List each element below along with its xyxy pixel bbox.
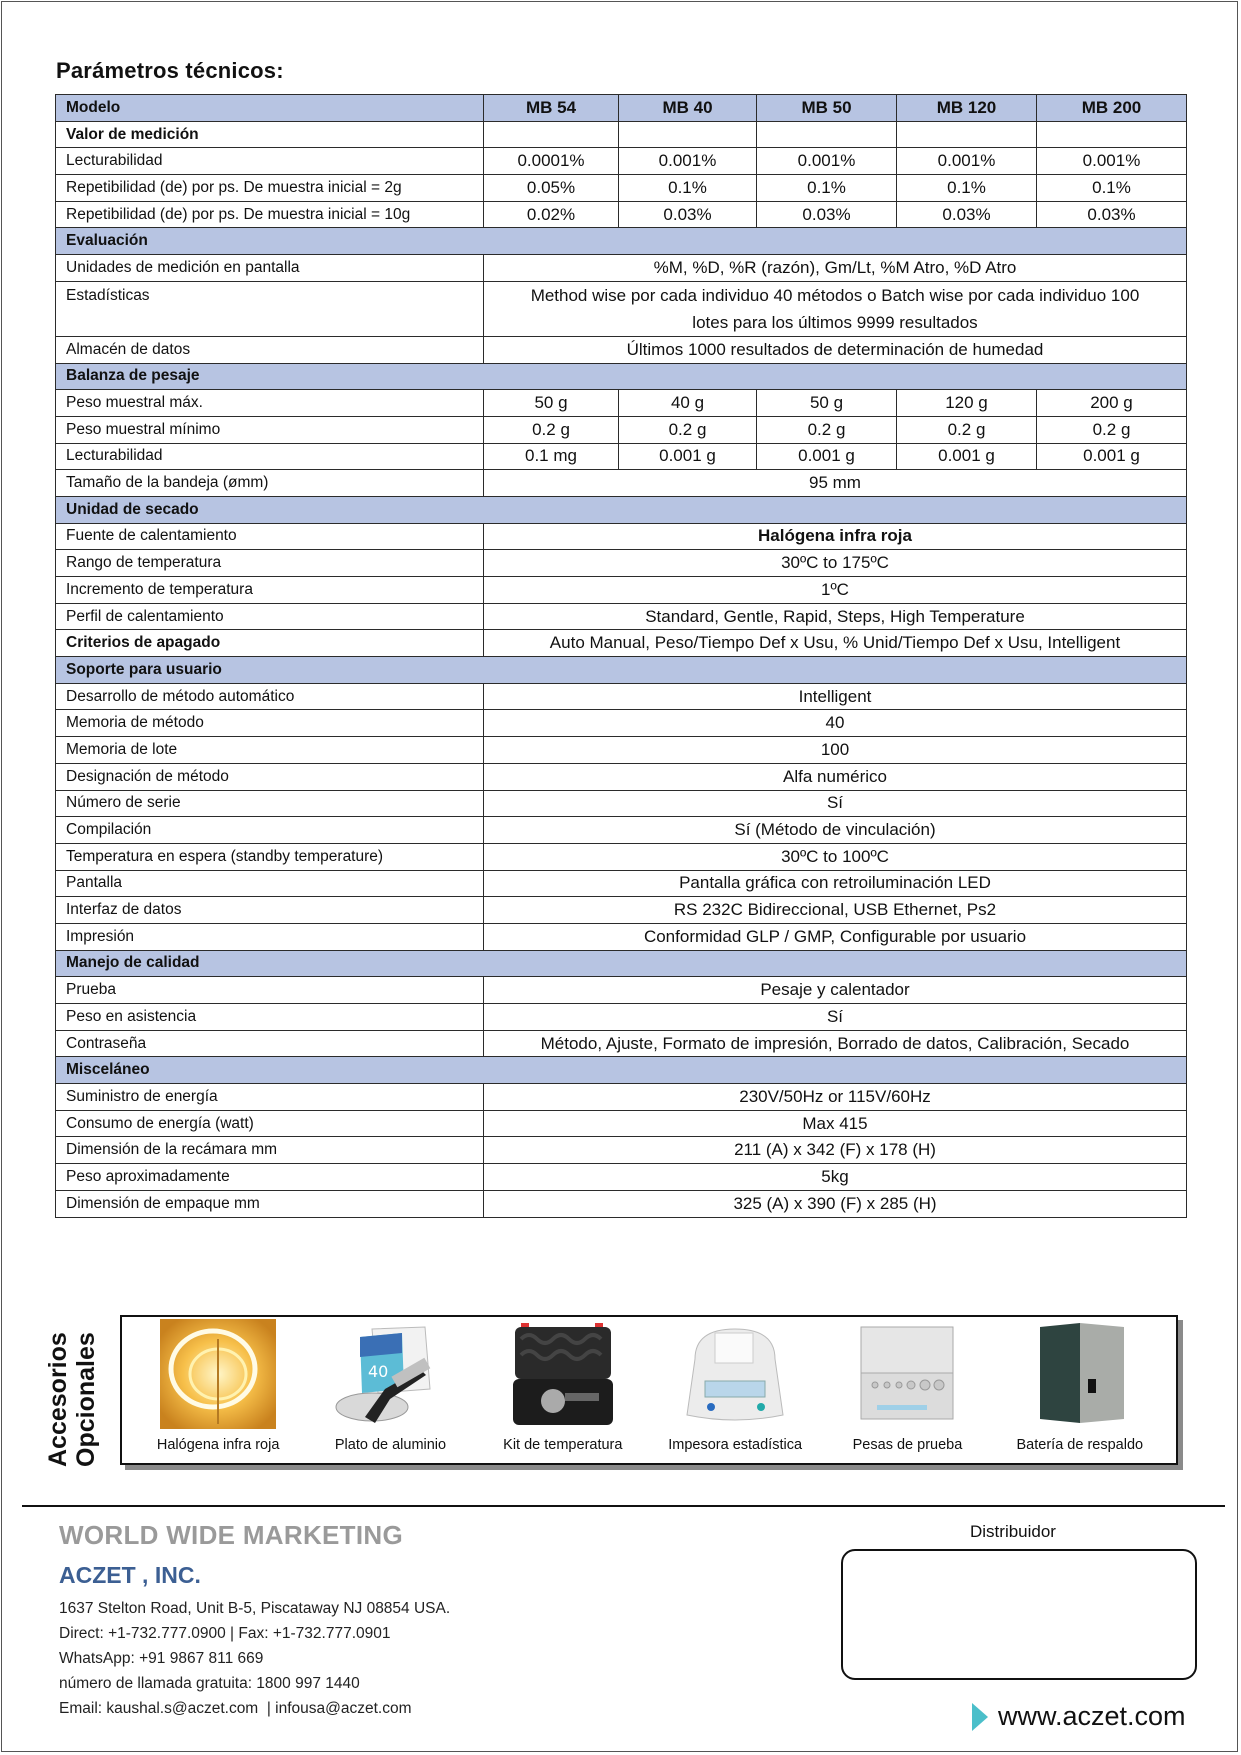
model-header: MB 50 <box>757 95 897 122</box>
row-label: Impresión <box>56 923 484 950</box>
accessory-caption: Kit de temperatura <box>503 1437 623 1453</box>
distributor-label: Distribuidor <box>970 1522 1056 1541</box>
row-label: Temperatura en espera (standby temperature) <box>56 843 484 870</box>
section-row <box>56 1057 1187 1084</box>
spanned-value: 100 <box>484 737 1187 764</box>
table-row <box>56 1004 1187 1031</box>
table-row <box>56 281 1187 336</box>
section-title: Misceláneo <box>56 1057 1187 1084</box>
row-label: Fuente de calentamiento <box>56 523 484 550</box>
section-row <box>56 950 1187 977</box>
spanned-value: 325 (A) x 390 (F) x 285 (H) <box>484 1190 1187 1217</box>
table-row <box>56 737 1187 764</box>
row-label: Prueba <box>56 977 484 1004</box>
spanned-value: 30ºC to 175ºC <box>484 550 1187 577</box>
section-row <box>56 228 1187 255</box>
table-row <box>56 1137 1187 1164</box>
accessories-heading-line2: Opcionales <box>72 1332 100 1467</box>
row-label: Perfil de calentamiento <box>56 603 484 630</box>
spanned-value: 40 <box>484 710 1187 737</box>
table-row <box>56 1164 1187 1191</box>
accessory-caption: Plato de aluminio <box>334 1437 447 1453</box>
spanned-value: Sí (Método de vinculación) <box>484 817 1187 844</box>
row-label: Dimensión de empaque mm <box>56 1190 484 1217</box>
spanned-value: Method wise por cada individuo 40 métodos o Batch wise por cada individuo 100 lotes para los últimos 9999 resultados <box>484 281 1187 336</box>
row-label: Estadísticas <box>56 281 484 336</box>
website-url[interactable]: www.aczet.com <box>998 1701 1186 1731</box>
table-row <box>56 683 1187 710</box>
row-label: Tamaño de la bandeja (ømm) <box>56 470 484 497</box>
play-arrow-icon <box>972 1703 988 1731</box>
model-value: 0.1 mg <box>484 443 619 470</box>
website-link[interactable] <box>972 1701 1186 1732</box>
row-label: Repetibilidad (de) por ps. De muestra inicial = 10g <box>56 201 484 228</box>
row-label: Consumo de energía (watt) <box>56 1110 484 1137</box>
page-title: Parámetros técnicos: <box>56 58 284 83</box>
row-label: Peso muestral mínimo <box>56 416 484 443</box>
model-header: MB 120 <box>897 95 1037 122</box>
svg-text:40: 40 <box>368 1362 389 1381</box>
row-label: Dimensión de la recámara mm <box>56 1137 484 1164</box>
printer-image <box>675 1319 795 1429</box>
whatsapp: WhatsApp: +91 9867 811 669 <box>59 1650 264 1667</box>
footer-tagline: WORLD WIDE MARKETING <box>59 1520 403 1550</box>
spanned-value: Sí <box>484 790 1187 817</box>
table-row <box>56 336 1187 363</box>
section-row <box>56 121 1187 148</box>
model-value: 0.03% <box>1037 201 1187 228</box>
row-label: Número de serie <box>56 790 484 817</box>
table-row <box>56 201 1187 228</box>
table-row <box>56 443 1187 470</box>
row-label: Peso en asistencia <box>56 1004 484 1031</box>
model-header: MB 200 <box>1037 95 1187 122</box>
phone-fax: Direct: +1-732.777.0900 | Fax: +1-732.777.0901 <box>59 1625 391 1642</box>
empty-cell <box>1037 121 1187 148</box>
empty-cell <box>897 121 1037 148</box>
table-row <box>56 603 1187 630</box>
table-row <box>56 1110 1187 1137</box>
accessory-item <box>653 1319 818 1453</box>
section-title: Soporte para usuario <box>56 657 1187 684</box>
backup-battery-image <box>1020 1319 1140 1429</box>
model-value: 0.2 g <box>484 416 619 443</box>
table-row <box>56 255 1187 282</box>
section-row <box>56 363 1187 390</box>
table-row <box>56 1190 1187 1217</box>
model-value: 0.03% <box>619 201 757 228</box>
section-title: Valor de medición <box>56 121 484 148</box>
address: 1637 Stelton Road, Unit B-5, Piscataway NJ 08854 USA. <box>59 1600 451 1617</box>
model-value: 0.02% <box>484 201 619 228</box>
spanned-value: Standard, Gentle, Rapid, Steps, High Temperature <box>484 603 1187 630</box>
model-value: 50 g <box>484 390 619 417</box>
table-row <box>56 470 1187 497</box>
row-label: Memoria de lote <box>56 737 484 764</box>
accessory-caption: Impesora estadística <box>668 1437 803 1453</box>
spanned-value: Intelligent <box>484 683 1187 710</box>
model-value: 0.001% <box>897 148 1037 175</box>
spanned-value: Pesaje y calentador <box>484 977 1187 1004</box>
accessory-item <box>480 1319 645 1453</box>
empty-cell <box>757 121 897 148</box>
spanned-value: Últimos 1000 resultados de determinación de humedad <box>484 336 1187 363</box>
accessories-panel <box>120 1315 1178 1465</box>
spanned-value: 95 mm <box>484 470 1187 497</box>
contact-block <box>59 1596 450 1721</box>
model-value: 0.0001% <box>484 148 619 175</box>
spanned-value: 211 (A) x 342 (F) x 178 (H) <box>484 1137 1187 1164</box>
accessories-heading <box>44 1317 124 1467</box>
table-row <box>56 843 1187 870</box>
accessory-item <box>997 1319 1162 1453</box>
section-title: Evaluación <box>56 228 1187 255</box>
table-row <box>56 710 1187 737</box>
model-value: 0.001 g <box>897 443 1037 470</box>
empty-cell <box>484 121 619 148</box>
row-label: Compilación <box>56 817 484 844</box>
spec-table <box>55 94 1187 1218</box>
row-label: Pantalla <box>56 870 484 897</box>
accessories-heading-line1: Accesorios <box>44 1332 72 1467</box>
model-value: 0.03% <box>897 201 1037 228</box>
model-value: 0.1% <box>1037 175 1187 202</box>
model-value: 0.001 g <box>757 443 897 470</box>
model-value: 0.001 g <box>1037 443 1187 470</box>
company-name: ACZET , INC. <box>59 1562 201 1588</box>
model-value: 0.001% <box>757 148 897 175</box>
table-row <box>56 790 1187 817</box>
row-label: Peso muestral máx. <box>56 390 484 417</box>
accessory-item <box>308 1319 473 1453</box>
table-row <box>56 817 1187 844</box>
accessory-item <box>825 1319 990 1453</box>
model-value: 120 g <box>897 390 1037 417</box>
table-row <box>56 630 1187 657</box>
spanned-value: 1ºC <box>484 577 1187 604</box>
row-label: Memoria de método <box>56 710 484 737</box>
model-header: MB 54 <box>484 95 619 122</box>
distributor-box <box>841 1549 1197 1680</box>
row-label: Repetibilidad (de) por ps. De muestra inicial = 2g <box>56 175 484 202</box>
accessory-caption: Halógena infra roja <box>156 1437 280 1453</box>
toll-free: número de llamada gratuita: 1800 997 1440 <box>59 1675 360 1692</box>
spanned-value: Conformidad GLP / GMP, Configurable por usuario <box>484 923 1187 950</box>
row-label: Lecturabilidad <box>56 148 484 175</box>
section-title: Balanza de pesaje <box>56 363 1187 390</box>
table-row <box>56 923 1187 950</box>
table-row <box>56 577 1187 604</box>
table-row <box>56 1030 1187 1057</box>
table-row <box>56 1084 1187 1111</box>
table-row <box>56 148 1187 175</box>
table-row <box>56 390 1187 417</box>
section-title: Manejo de calidad <box>56 950 1187 977</box>
accessory-item <box>136 1319 301 1453</box>
model-value: 0.001% <box>619 148 757 175</box>
model-value: 40 g <box>619 390 757 417</box>
table-row <box>56 550 1187 577</box>
spanned-value: %M, %D, %R (razón), Gm/Lt, %M Atro, %D Atro <box>484 255 1187 282</box>
test-weights-image <box>847 1319 967 1429</box>
row-label: Desarrollo de método automático <box>56 683 484 710</box>
table-header-row <box>56 95 1187 122</box>
table-row <box>56 416 1187 443</box>
spanned-value: RS 232C Bidireccional, USB Ethernet, Ps2 <box>484 897 1187 924</box>
table-row <box>56 175 1187 202</box>
table-row <box>56 977 1187 1004</box>
model-header: MB 40 <box>619 95 757 122</box>
empty-cell <box>619 121 757 148</box>
row-label: Designación de método <box>56 763 484 790</box>
accessory-caption: Pesas de prueba <box>852 1437 963 1453</box>
row-label: Contraseña <box>56 1030 484 1057</box>
aluminium-pan-image <box>330 1319 450 1429</box>
footer-divider <box>22 1505 1225 1507</box>
row-label: Peso aproximadamente <box>56 1164 484 1191</box>
spanned-value: Max 415 <box>484 1110 1187 1137</box>
model-value: 0.2 g <box>757 416 897 443</box>
model-value: 0.05% <box>484 175 619 202</box>
email[interactable]: Email: kaushal.s@aczet.com | infousa@aczet.com <box>59 1700 412 1717</box>
table-row <box>56 763 1187 790</box>
section-row <box>56 657 1187 684</box>
row-label: Rango de temperatura <box>56 550 484 577</box>
model-value: 0.001 g <box>619 443 757 470</box>
row-label: Criterios de apagado <box>56 630 484 657</box>
spanned-value: Auto Manual, Peso/Tiempo Def x Usu, % Unid/Tiempo Def x Usu, Intelligent <box>484 630 1187 657</box>
model-value: 200 g <box>1037 390 1187 417</box>
table-row <box>56 523 1187 550</box>
model-value: 50 g <box>757 390 897 417</box>
model-value: 0.2 g <box>1037 416 1187 443</box>
model-value: 0.1% <box>897 175 1037 202</box>
halogen-lamp-image <box>158 1319 278 1429</box>
model-value: 0.03% <box>757 201 897 228</box>
temperature-kit-image <box>503 1319 623 1429</box>
row-label: Unidades de medición en pantalla <box>56 255 484 282</box>
row-label: Almacén de datos <box>56 336 484 363</box>
spanned-value: 5kg <box>484 1164 1187 1191</box>
model-value: 0.2 g <box>897 416 1037 443</box>
spanned-value: 230V/50Hz or 115V/60Hz <box>484 1084 1187 1111</box>
spanned-value: Pantalla gráfica con retroiluminación LED <box>484 870 1187 897</box>
row-label: Incremento de temperatura <box>56 577 484 604</box>
table-row <box>56 870 1187 897</box>
table-row <box>56 897 1187 924</box>
section-title: Unidad de secado <box>56 496 1187 523</box>
row-label: Interfaz de datos <box>56 897 484 924</box>
accessory-caption: Batería de respaldo <box>1016 1437 1144 1453</box>
model-value: 0.1% <box>757 175 897 202</box>
spanned-value: Sí <box>484 1004 1187 1031</box>
model-value: 0.1% <box>619 175 757 202</box>
row-label: Suministro de energía <box>56 1084 484 1111</box>
row-label: Lecturabilidad <box>56 443 484 470</box>
spanned-value: Halógena infra roja <box>484 523 1187 550</box>
section-row <box>56 496 1187 523</box>
model-value: 0.001% <box>1037 148 1187 175</box>
spanned-value: Método, Ajuste, Formato de impresión, Borrado de datos, Calibración, Secado <box>484 1030 1187 1057</box>
spanned-value: 30ºC to 100ºC <box>484 843 1187 870</box>
header-label: Modelo <box>56 95 484 122</box>
model-value: 0.2 g <box>619 416 757 443</box>
spanned-value: Alfa numérico <box>484 763 1187 790</box>
